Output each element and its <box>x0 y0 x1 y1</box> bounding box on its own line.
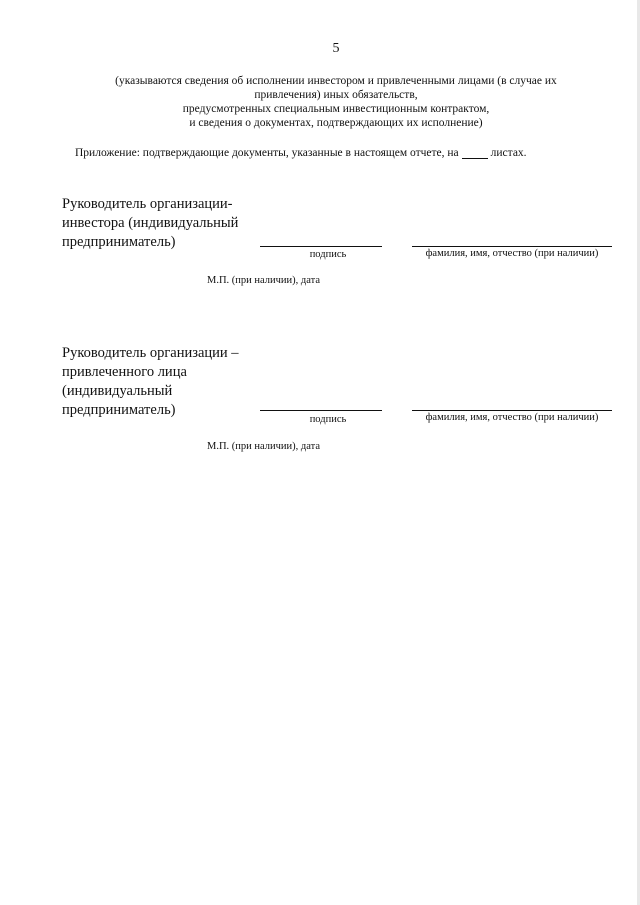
appendix-text: Приложение: подтверждающие документы, указанные в настоящем отчете, на <box>75 147 459 159</box>
attracted-signature-line[interactable] <box>260 410 382 411</box>
investor-stamp-caption: М.П. (при наличии), дата <box>207 275 321 286</box>
title-line: предприниматель) <box>62 234 176 250</box>
note-line: предусмотренных специальным инвестиционным контрактом, <box>182 103 490 115</box>
appendix-line <box>75 147 527 160</box>
attracted-signature-caption: подпись <box>309 414 347 425</box>
instruction-note <box>40 74 632 130</box>
attracted-name-line[interactable] <box>412 410 612 411</box>
title-line: предприниматель) <box>62 402 176 418</box>
note-line: (указываются сведения об исполнении инвестором и привлеченными лицами (в случае их <box>115 75 557 87</box>
note-line: и сведения о документах, подтверждающих их исполнение) <box>189 117 483 129</box>
title-line: Руководитель организации – <box>62 345 239 361</box>
title-line: инвестора (индивидуальный <box>62 215 239 231</box>
investor-head-title <box>62 195 238 252</box>
attracted-name-caption: фамилия, имя, отчество (при наличии) <box>425 412 599 423</box>
investor-signature-caption: подпись <box>309 249 347 260</box>
title-line: привлеченного лица <box>62 364 187 380</box>
appendix-suffix: листах. <box>490 147 527 159</box>
page-number: 5 <box>332 41 340 56</box>
note-line: привлечения) иных обязательств, <box>254 89 418 101</box>
attracted-head-title <box>62 344 239 420</box>
investor-name-caption: фамилия, имя, отчество (при наличии) <box>425 248 599 259</box>
investor-name-line[interactable] <box>412 246 612 247</box>
investor-signature-line[interactable] <box>260 246 382 247</box>
title-line: (индивидуальный <box>62 383 173 399</box>
sheet-count-blank[interactable] <box>462 146 488 159</box>
title-line: Руководитель организации- <box>62 196 233 212</box>
attracted-stamp-caption: М.П. (при наличии), дата <box>207 441 321 452</box>
